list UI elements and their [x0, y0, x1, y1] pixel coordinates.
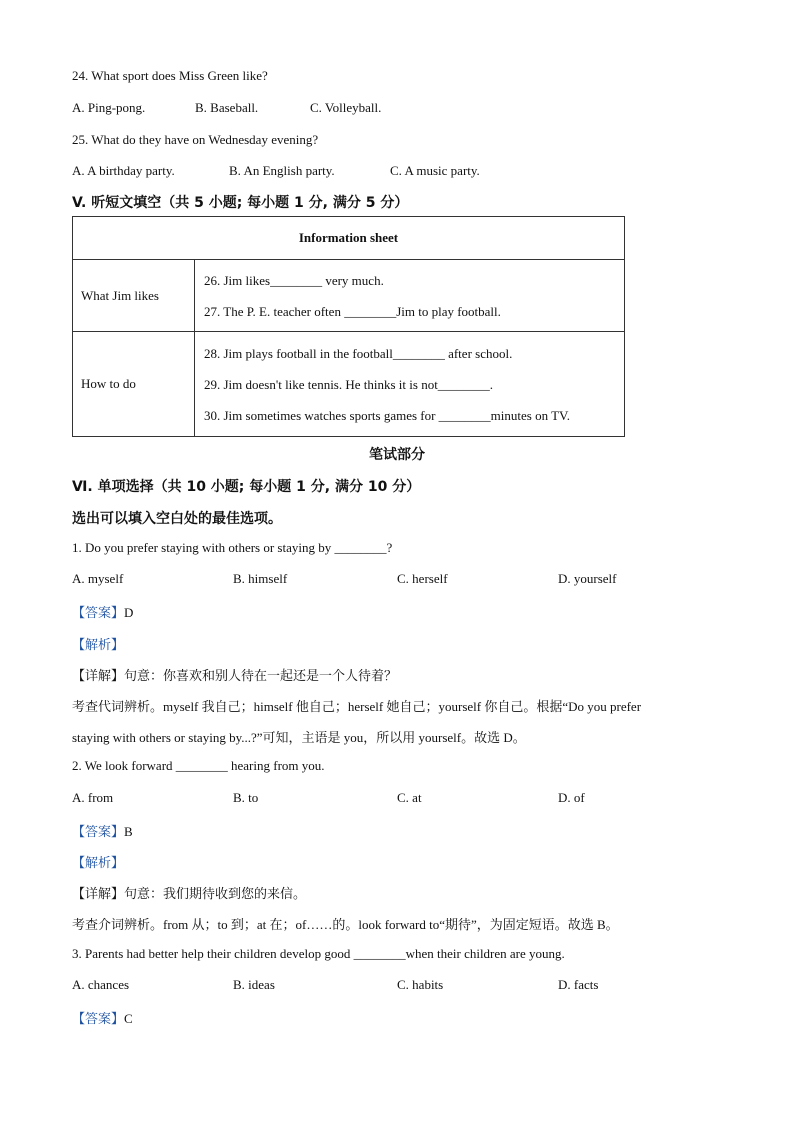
q2-option-c: C. at — [397, 790, 422, 805]
q2-answer — [72, 821, 133, 840]
q25-option-a: A. A birthday party. — [72, 163, 175, 178]
q3-answer — [72, 1008, 133, 1027]
analysis-label: 【解析】 — [72, 855, 125, 870]
question-3-text: 3. Parents had better help their children develop good ________when their children are young. — [72, 946, 565, 961]
q2-option-a: A. from — [72, 790, 114, 805]
q25-option-c: C. A music party. — [390, 163, 480, 178]
section-6-instruction: 选出可以填入空白处的最佳选项。 — [72, 511, 282, 527]
item-28: 28. Jim plays football in the football________ after school. — [204, 345, 513, 361]
q3-option-d: D. facts — [558, 977, 599, 992]
table-header: Information sheet — [73, 217, 625, 260]
item-27: 27. The P. E. teacher often ________Jim to play football. — [204, 303, 501, 319]
q2-detail-text: 句意：我们期待收到您的来信。 — [124, 886, 307, 901]
answer-label: 【答案】 — [72, 605, 125, 620]
q1-answer-value: D — [124, 605, 134, 620]
information-sheet-table — [72, 216, 625, 437]
detail-label: 【详解】 — [72, 886, 125, 901]
q3-option-c: C. habits — [397, 977, 444, 992]
q1-option-a: A. myself — [72, 571, 124, 586]
written-part-title: 笔试部分 — [369, 447, 425, 463]
q2-detail — [72, 883, 306, 902]
item-29: 29. Jim doesn't like tennis. He thinks it is not________. — [204, 376, 494, 392]
q1-explanation-2: staying with others or staying by...?”可知，主语是 you，所以用 yourself。故选 D。 — [72, 730, 526, 745]
detail-label: 【详解】 — [72, 668, 125, 683]
answer-label: 【答案】 — [72, 1011, 125, 1026]
q3-option-a: A. chances — [72, 977, 130, 992]
question-24-text: 24. What sport does Miss Green like? — [72, 68, 268, 83]
q3-option-b: B. ideas — [233, 977, 275, 992]
q2-answer-value: B — [124, 824, 133, 839]
row-label-what-jim-likes: What Jim likes — [73, 260, 195, 332]
question-2-text: 2. We look forward ________ hearing from you. — [72, 758, 325, 773]
q1-detail — [72, 665, 397, 684]
q3-answer-value: C — [124, 1011, 133, 1026]
q24-option-a: A. Ping-pong. — [72, 100, 146, 115]
analysis-label: 【解析】 — [72, 637, 125, 652]
q2-explanation-1: 考查介词辨析。from 从；to 到；at 在；of……的。look forward to“期待”，为固定短语。故选 B。 — [72, 917, 619, 932]
q24-option-c: C. Volleyball. — [310, 100, 382, 115]
item-26: 26. Jim likes________ very much. — [204, 272, 384, 288]
q24-option-b: B. Baseball. — [195, 100, 259, 115]
section-5-title: V. 听短文填空（共 5 小题; 每小题 1 分, 满分 5 分） — [72, 195, 409, 211]
q1-option-d: D. yourself — [558, 571, 617, 586]
q2-analysis — [72, 852, 124, 871]
q2-option-d: D. of — [558, 790, 585, 805]
question-1-text: 1. Do you prefer staying with others or staying by ________? — [72, 540, 393, 555]
section-6-title: Ⅵ. 单项选择（共 10 小题; 每小题 1 分, 满分 10 分） — [72, 479, 421, 495]
item-30: 30. Jim sometimes watches sports games for ________minutes on TV. — [204, 407, 571, 423]
q1-analysis — [72, 634, 124, 653]
q1-detail-text: 句意：你喜欢和别人待在一起还是一个人待着？ — [124, 668, 398, 683]
q1-option-c: C. herself — [397, 571, 448, 586]
q1-explanation-1: 考查代词辨析。myself 我自己；himself 他自己；herself 她自己；yourself 你自己。根据“Do you prefer — [72, 699, 642, 714]
q1-option-b: B. himself — [233, 571, 288, 586]
q2-option-b: B. to — [233, 790, 259, 805]
question-25-text: 25. What do they have on Wednesday evening? — [72, 132, 319, 147]
row-label-how-to-do: How to do — [73, 332, 195, 437]
q1-answer — [72, 602, 133, 621]
q25-option-b: B. An English party. — [229, 163, 335, 178]
answer-label: 【答案】 — [72, 824, 125, 839]
